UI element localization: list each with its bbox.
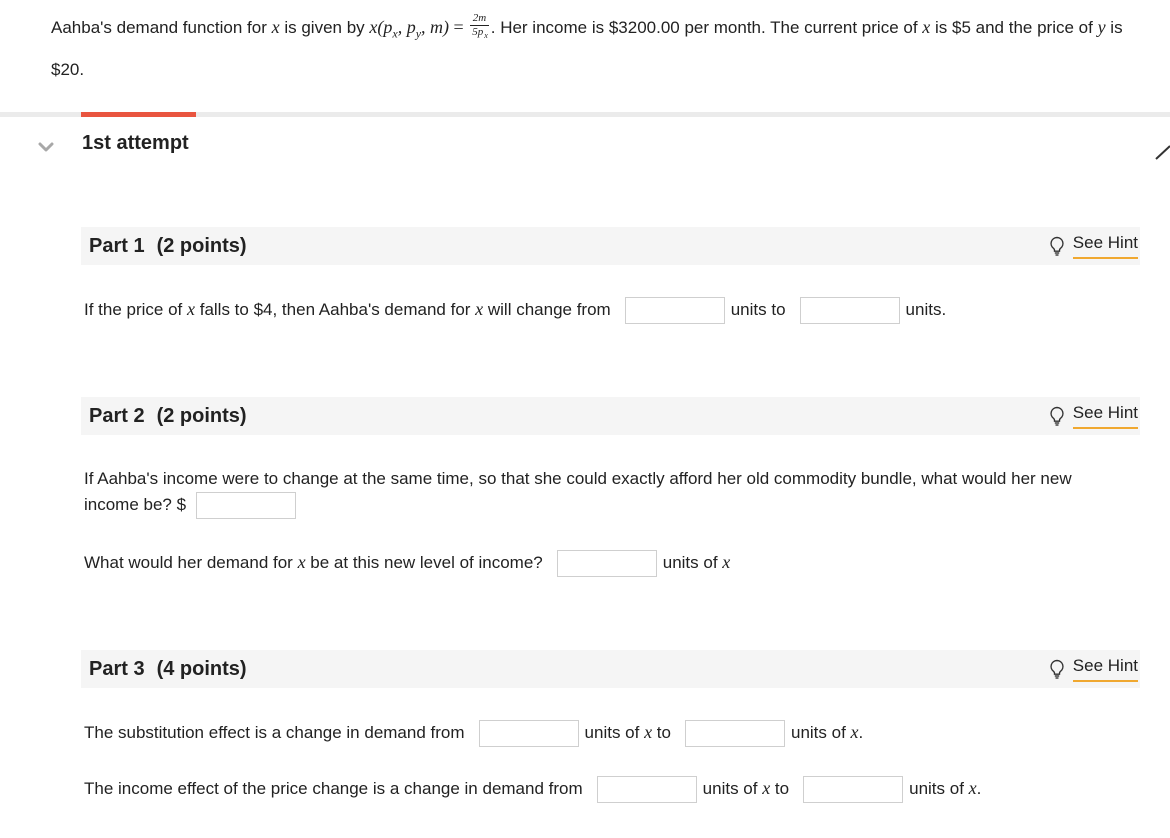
math-var: x — [922, 17, 931, 37]
see-hint-label[interactable]: See Hint — [1073, 656, 1138, 682]
part-3-see-hint-button[interactable] — [1049, 656, 1138, 682]
see-hint-label[interactable]: See Hint — [1073, 233, 1138, 259]
attempt-active-indicator — [81, 112, 196, 117]
problem-text: $20. — [51, 59, 85, 79]
income-effect-to-input[interactable] — [803, 776, 903, 803]
question-4: The substitution effect is a change in demand from units of x to units of x. — [84, 719, 863, 747]
new-income-input[interactable] — [196, 492, 296, 519]
part-1-header — [81, 227, 1140, 265]
income-effect-from-input[interactable] — [597, 776, 697, 803]
demand-fraction: $\frac{2m}{5p_x}$ — [472, 11, 488, 41]
see-hint-label[interactable]: See Hint — [1073, 403, 1138, 429]
problem-statement — [51, 10, 1141, 87]
problem-text: is $5 and the price of — [930, 18, 1098, 37]
question-2-line-1: If Aahba's income were to change at the same time, so that she could exactly afford her old commodity bundle, what would her new — [84, 469, 1072, 488]
demand-from-input[interactable] — [625, 297, 725, 324]
problem-text: . Her income is $3200.00 per month. The current price of — [490, 18, 923, 37]
equals-sign: = — [449, 17, 469, 37]
pencil-edge-icon — [1154, 140, 1170, 162]
part-3-header — [81, 650, 1140, 688]
question-3: What would her demand for x be at this new level of income? units of x — [84, 549, 730, 577]
part-3-title: Part 3 (4 points) — [89, 658, 247, 680]
part-2-title: Part 2 (2 points) — [89, 405, 247, 427]
attempt-title[interactable]: 1st attempt — [82, 132, 189, 154]
part-1-title: Part 1 (2 points) — [89, 235, 247, 257]
problem-text: Aahba's demand function for — [51, 18, 272, 37]
part-2-header — [81, 397, 1140, 435]
question-5: The income effect of the price change is a change in demand from units of x to units of x. — [84, 775, 981, 803]
problem-text: is — [1105, 18, 1123, 37]
math-var: x — [271, 17, 280, 37]
question-1: If the price of x falls to $4, then Aahba's demand for x will change from units to units. — [84, 296, 946, 324]
math-var: y — [1097, 17, 1106, 37]
chevron-down-icon[interactable] — [38, 139, 54, 155]
lightbulb-icon — [1049, 659, 1065, 679]
part-1-see-hint-button[interactable] — [1049, 233, 1138, 259]
demand-function-math: $x(p_x$, $p_y$, m) — [369, 17, 450, 41]
substitution-from-input[interactable] — [479, 720, 579, 747]
lightbulb-icon — [1049, 406, 1065, 426]
question-2-line-2: income be? $ — [84, 492, 302, 519]
part-2-see-hint-button[interactable] — [1049, 403, 1138, 429]
new-income-demand-input[interactable] — [557, 550, 657, 577]
substitution-to-input[interactable] — [685, 720, 785, 747]
demand-to-input[interactable] — [800, 297, 900, 324]
problem-text: is given by — [279, 18, 370, 37]
lightbulb-icon — [1049, 236, 1065, 256]
